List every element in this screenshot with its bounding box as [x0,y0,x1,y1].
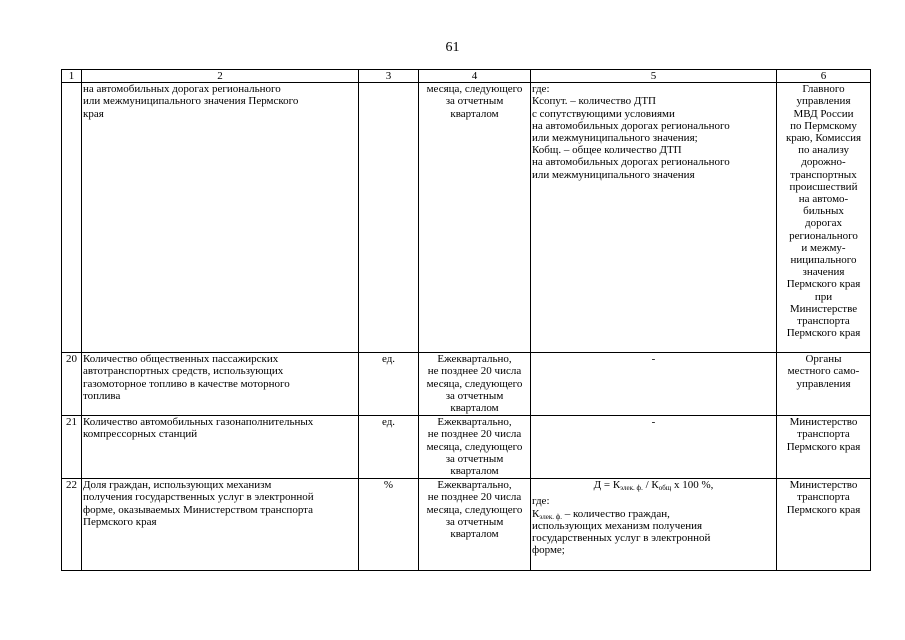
row-number: 20 [62,353,82,416]
data-source: Органы местного само- управления [777,353,871,416]
page-number: 61 [445,40,460,55]
reporting-period: Ежеквартально, не позднее 20 числа месяца, следующего за отчетным кварталом [419,416,531,479]
unit: ед. [359,353,419,416]
column-number-1: 1 [62,70,82,83]
reporting-period: Ежеквартально, не позднее 20 числа месяца, следующего за отчетным кварталом [419,479,531,571]
reporting-period: Ежеквартально, не позднее 20 числа месяца, следующего за отчетным кварталом [419,353,531,416]
row-number: 22 [62,479,82,571]
unit [359,83,419,353]
formula: $Д = К_{элек. ф.} / К_{общ}$ x 100 %, [593,479,714,493]
table-header-row [62,70,871,83]
indicator-name: Количество автомобильных газонаполнительных компрессорных станций [82,416,359,479]
calculation-method: где: Ксопут. – количество ДТП с сопутствующими условиями на автомобильных дорогах регионального или межмуниципального значения; Кобщ. – общее количество ДТП на автомобильных дорогах регионального или межмуниципального значения [531,83,777,353]
table-row [62,479,871,571]
indicator-name: на автомобильных дорогах регионального или межмуниципального значения Пермского края [82,83,359,353]
indicator-name: Доля граждан, использующих механизм получения государственных услуг в электронной форме, оказываемых Министерством транспорта Пермского края [82,479,359,571]
calculation-method: - [531,353,777,416]
table-row [62,83,871,353]
column-number-4: 4 [419,70,531,83]
table-row [62,353,871,416]
column-number-3: 3 [359,70,419,83]
data-source: Министерство транспорта Пермского края [777,416,871,479]
row-number: 21 [62,416,82,479]
unit: ед. [359,416,419,479]
calculation-method: - [531,416,777,479]
data-source: Министерство транспорта Пермского края [777,479,871,571]
row-number [62,83,82,353]
indicator-name: Количество общественных пассажирских автотранспортных средств, использующих газомоторное топливо в качестве моторного топлива [82,353,359,416]
table-row [62,416,871,479]
calculation-method: $Д = К_{элек. ф.} / К_{общ}$ x 100 %, где: $К_{элек. ф.}$ – количество граждан, использующих механизм получения государственных услуг в электронной форме; [531,479,777,571]
column-number-5: 5 [531,70,777,83]
indicators-table [61,69,871,571]
column-number-2: 2 [82,70,359,83]
unit: % [359,479,419,571]
column-number-6: 6 [777,70,871,83]
data-source: Главного управления МВД России по Пермскому краю, Комиссия по анализу дорожно- транспортных происшествий на автомо- бильных дорогах регионального и межму- ниципального значения Пермского края при Министерстве транспорта Пермского края [777,83,871,353]
reporting-period: месяца, следующего за отчетным кварталом [419,83,531,353]
